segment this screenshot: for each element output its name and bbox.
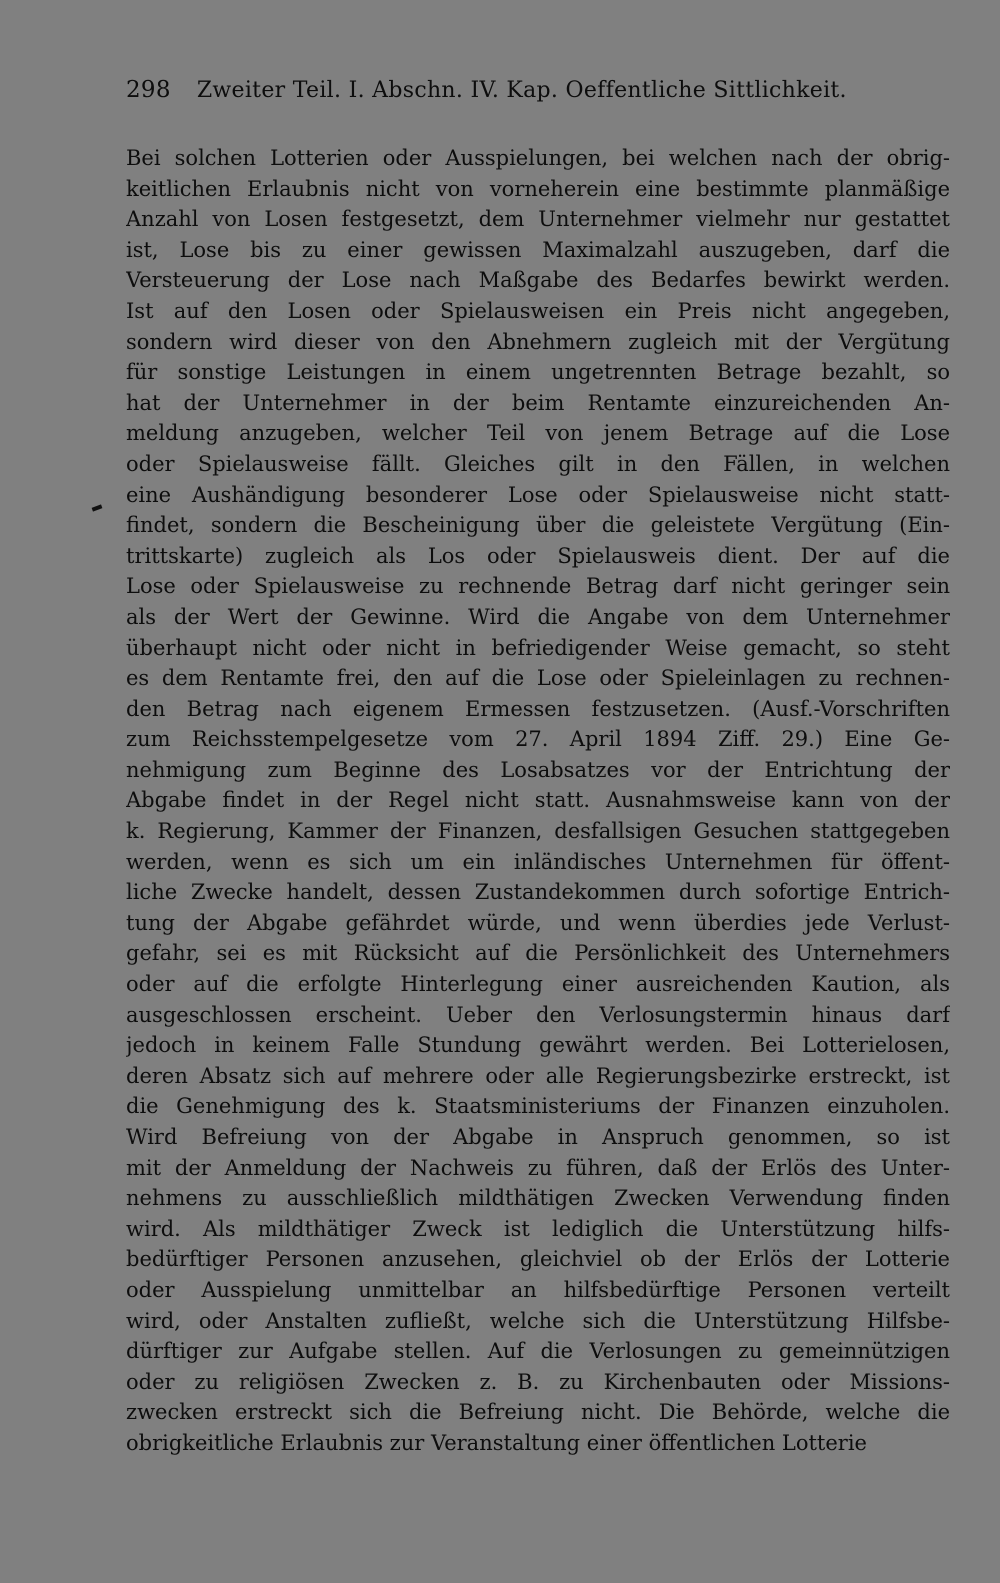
text-line: den Betrag nach eigenem Ermessen festzusetzen. (Ausf.-Vorschriften bbox=[126, 696, 950, 721]
text-line: oder auf die erfolgte Hinterlegung einer ausreichenden Kaution, als bbox=[126, 972, 950, 997]
text-line: Bei solchen Lotterien oder Ausspielungen, bei welchen nach der obrig- bbox=[126, 146, 950, 170]
text-line: k. Regierung, Kammer der Finanzen, desfallsigen Gesuchen stattgegeben bbox=[126, 819, 950, 844]
running-header bbox=[126, 70, 866, 110]
text-line: oder zu religiösen Zwecken z. B. zu Kirchenbauten oder Missions- bbox=[126, 1369, 950, 1394]
page-number: 298 bbox=[126, 77, 171, 103]
text-line: Anzahl von Losen festgesetzt, dem Unternehmer vielmehr nur gestattet bbox=[126, 207, 950, 232]
text-line: es dem Rentamte frei, den auf die Lose oder Spieleinlagen zu rechnen- bbox=[126, 666, 950, 691]
text-line: oder Spielausweise fällt. Gleiches gilt in den Fällen, in welchen bbox=[126, 451, 950, 476]
text-line: deren Absatz sich auf mehrere oder alle Regierungsbezirke erstreckt, ist bbox=[126, 1063, 950, 1088]
text-line: trittskarte) zugleich als Los oder Spielausweis dient. Der auf die bbox=[126, 543, 950, 568]
text-line: findet, sondern die Bescheinigung über die geleistete Vergütung (Ein- bbox=[126, 513, 950, 538]
text-line: liche Zwecke handelt, dessen Zustandekommen durch sofortige Entrich- bbox=[126, 880, 950, 905]
running-title: Zweiter Teil. I. Abschn. IV. Kap. Oeffentliche Sittlichkeit. bbox=[196, 77, 847, 103]
text-line: sondern wird dieser von den Abnehmern zugleich mit der Vergütung bbox=[126, 329, 950, 354]
text-line: werden, wenn es sich um ein inländisches Unternehmen für öffent- bbox=[126, 849, 950, 874]
text-line: oder Ausspielung unmittelbar an hilfsbedürftige Personen verteilt bbox=[126, 1277, 950, 1302]
text-line: jedoch in keinem Falle Stundung gewährt werden. Bei Lotterielosen, bbox=[126, 1033, 950, 1058]
text-line: bedürftiger Personen anzusehen, gleichviel ob der Erlös der Lotterie bbox=[126, 1247, 950, 1272]
text-line: eine Aushändigung besonderer Lose oder Spielausweise nicht statt- bbox=[126, 482, 950, 507]
margin-mark bbox=[92, 504, 103, 511]
text-line: gefahr, sei es mit Rücksicht auf die Persönlichkeit des Unternehmers bbox=[126, 941, 950, 966]
text-line: meldung anzugeben, welcher Teil von jenem Betrage auf die Lose bbox=[126, 421, 950, 446]
text-line: Wird Befreiung von der Abgabe in Anspruch genommen, so ist bbox=[126, 1125, 950, 1149]
text-line: Versteuerung der Lose nach Maßgabe des Bedarfes bewirkt werden. bbox=[126, 268, 950, 293]
text-line: Lose oder Spielausweise zu rechnende Betrag darf nicht geringer sein bbox=[126, 574, 950, 599]
text-line: mit der Anmeldung der Nachweis zu führen, daß der Erlös des Unter- bbox=[126, 1155, 950, 1180]
text-line: zwecken erstreckt sich die Befreiung nicht. Die Behörde, welche die bbox=[126, 1400, 950, 1425]
text-line: wird, oder Anstalten zufließt, welche sich die Unterstützung Hilfsbe- bbox=[126, 1308, 950, 1333]
text-line: ist, Lose bis zu einer gewissen Maximalzahl auszugeben, darf die bbox=[126, 237, 950, 262]
text-line: zum Reichsstempelgesetze vom 27. April 1894 Ziff. 29.) Eine Ge- bbox=[126, 727, 950, 752]
text-line: als der Wert der Gewinne. Wird die Angabe von dem Unternehmer bbox=[126, 604, 950, 629]
text-line: wird. Als mildthätiger Zweck ist lediglich die Unterstützung hilfs- bbox=[126, 1216, 950, 1241]
text-line: ausgeschlossen erscheint. Ueber den Verlosungstermin hinaus darf bbox=[126, 1002, 950, 1027]
text-line: für sonstige Leistungen in einem ungetrennten Betrage bezahlt, so bbox=[126, 360, 950, 385]
text-line: obrigkeitliche Erlaubnis zur Veranstaltung einer öffentlichen Lotterie bbox=[126, 1430, 867, 1455]
body-text bbox=[126, 143, 950, 1459]
text-line: Abgabe findet in der Regel nicht statt. Ausnahmsweise kann von der bbox=[126, 788, 950, 813]
text-line: keitlichen Erlaubnis nicht von vorneherein eine bestimmte planmäßige bbox=[126, 176, 950, 201]
text-line: überhaupt nicht oder nicht in befriedigender Weise gemacht, so steht bbox=[126, 635, 950, 660]
text-line: Ist auf den Losen oder Spielausweisen ein Preis nicht angegeben, bbox=[126, 298, 950, 323]
text-line: die Genehmigung des k. Staatsministeriums der Finanzen einzuholen. bbox=[126, 1094, 950, 1119]
text-line: hat der Unternehmer in der beim Rentamte einzureichenden An- bbox=[126, 390, 950, 415]
text-line: tung der Abgabe gefährdet würde, und wenn überdies jede Verlust- bbox=[126, 910, 950, 935]
text-line: nehmigung zum Beginne des Losabsatzes vor der Entrichtung der bbox=[126, 757, 950, 782]
text-line: nehmens zu ausschließlich mildthätigen Zwecken Verwendung finden bbox=[126, 1186, 950, 1211]
text-line: dürftiger zur Aufgabe stellen. Auf die Verlosungen zu gemeinnützigen bbox=[126, 1339, 950, 1364]
